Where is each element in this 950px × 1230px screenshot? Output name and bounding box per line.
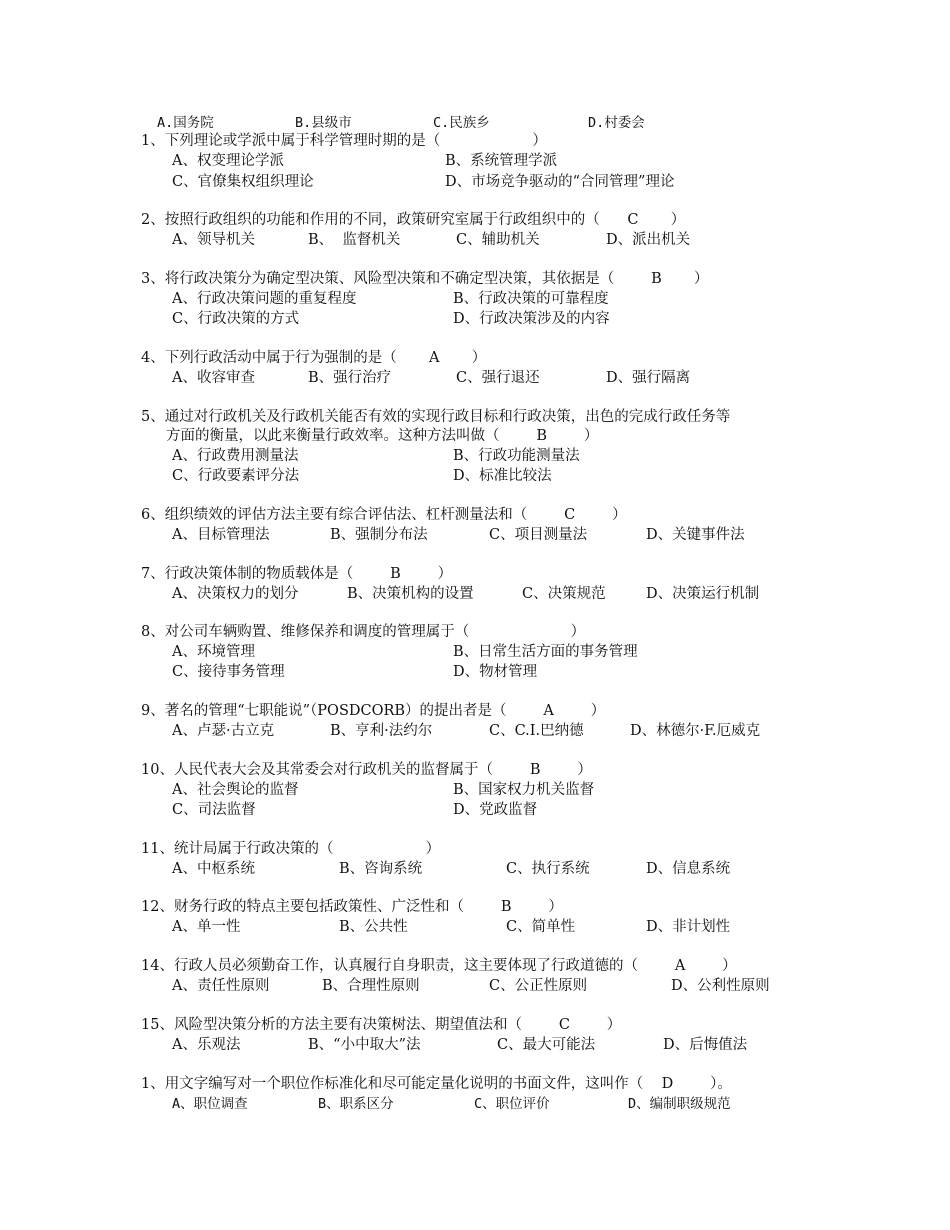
intro-option-d: D.村委会 bbox=[588, 115, 645, 131]
option-c: C、执行系统 bbox=[506, 861, 590, 877]
option-d: D、信息系统 bbox=[646, 861, 731, 877]
option-a: A、单一性 bbox=[172, 919, 241, 935]
option-a: A、收容审查 bbox=[172, 370, 255, 386]
option-a: A、决策权力的划分 bbox=[172, 586, 299, 602]
intro-option-c: C.民族乡 bbox=[433, 115, 490, 131]
option-d: D、编制职级规范 bbox=[628, 1096, 731, 1112]
option-c: C、行政要素评分法 bbox=[172, 468, 300, 484]
option-c: C、行政决策的方式 bbox=[172, 311, 300, 327]
option-a: A、目标管理法 bbox=[172, 527, 270, 543]
option-b: B、决策机构的设置 bbox=[347, 586, 474, 602]
option-c: C、项目测量法 bbox=[489, 527, 588, 543]
option-c: C、决策规范 bbox=[522, 586, 606, 602]
question-text: 5、通过对行政机关及行政机关能否有效的实现行政目标和行政决策，出色的完成行政任务等 bbox=[141, 409, 731, 425]
option-c: C、公正性原则 bbox=[489, 978, 588, 994]
option-d: D、物材管理 bbox=[453, 664, 538, 680]
option-d: D、强行隔离 bbox=[606, 370, 691, 386]
option-d: D、非计划性 bbox=[646, 919, 731, 935]
option-b: B、合理性原则 bbox=[322, 978, 420, 994]
option-c: C、司法监督 bbox=[172, 802, 256, 818]
option-b: B、行政功能测量法 bbox=[453, 448, 580, 464]
option-b: B、强制分布法 bbox=[330, 527, 428, 543]
option-a: A、社会舆论的监督 bbox=[172, 782, 299, 798]
intro-option-b: B.县级市 bbox=[295, 115, 352, 131]
option-a: A、领导机关 bbox=[172, 232, 255, 248]
option-c: C、强行退还 bbox=[456, 370, 540, 386]
option-c: C、C.I.巴纳德 bbox=[489, 723, 584, 739]
option-a: A、乐观法 bbox=[172, 1037, 241, 1053]
option-c: C、官僚集权组织理论 bbox=[172, 174, 314, 190]
option-d: D、后悔值法 bbox=[663, 1037, 748, 1053]
option-c: C、接待事务管理 bbox=[172, 664, 285, 680]
option-a: A、环境管理 bbox=[172, 644, 255, 660]
option-b: B、亨利·法约尔 bbox=[330, 723, 433, 739]
option-d: D、决策运行机制 bbox=[646, 586, 760, 602]
option-a: A、卢瑟·古立克 bbox=[172, 723, 275, 739]
question-text: 10、人民代表大会及其常委会对行政机关的监督属于（ B ） bbox=[141, 762, 592, 778]
option-a: A、行政费用测量法 bbox=[172, 448, 299, 464]
option-b: B、“小中取大”法 bbox=[308, 1037, 421, 1053]
question-text: 4、下列行政活动中属于行为强制的是（ A ） bbox=[141, 350, 487, 366]
question-text: 8、对公司车辆购置、维修保养和调度的管理属于（ ） bbox=[141, 624, 586, 640]
option-b: B、公共性 bbox=[339, 919, 408, 935]
intro-option-a: A.国务院 bbox=[157, 115, 214, 131]
option-b: B、行政决策的可靠程度 bbox=[453, 291, 609, 307]
question-text: 11、统计局属于行政决策的（ ） bbox=[141, 841, 441, 857]
question-text: 2、按照行政组织的功能和作用的不同，政策研究室属于行政组织中的（ C ） bbox=[141, 212, 686, 228]
option-b: B、强行治疗 bbox=[308, 370, 392, 386]
option-d: D、派出机关 bbox=[606, 232, 691, 248]
option-c: C、辅助机关 bbox=[456, 232, 540, 248]
question-text: 3、将行政决策分为确定型决策、风险型决策和不确定型决策，其依据是（ B ） bbox=[141, 271, 709, 287]
option-a: A、责任性原则 bbox=[172, 978, 270, 994]
question-text: 15、风险型决策分析的方法主要有决策树法、期望值法和（ C ） bbox=[141, 1017, 622, 1033]
option-d: D、公利性原则 bbox=[671, 978, 770, 994]
option-b: B、国家权力机关监督 bbox=[453, 782, 595, 798]
option-d: D、关键事件法 bbox=[646, 527, 745, 543]
option-d: D、标准比较法 bbox=[453, 468, 552, 484]
option-c: C、简单性 bbox=[506, 919, 576, 935]
option-a: A、中枢系统 bbox=[172, 861, 255, 877]
question-text: 9、著名的管理“七职能说”（POSDCORB）的提出者是（ A ） bbox=[141, 703, 606, 719]
option-d: D、行政决策涉及的内容 bbox=[453, 311, 610, 327]
question-text: 7、行政决策体制的物质载体是（ B ） bbox=[141, 566, 453, 582]
option-b: B、日常生活方面的事务管理 bbox=[453, 644, 638, 660]
option-b: B、职系区分 bbox=[318, 1096, 394, 1112]
option-b: B、咨询系统 bbox=[339, 861, 423, 877]
option-b: B、 监督机关 bbox=[308, 232, 401, 248]
option-b: B、系统管理学派 bbox=[445, 153, 558, 169]
option-d: D、党政监督 bbox=[453, 802, 538, 818]
question-text: 12、财务行政的特点主要包括政策性、广泛性和（ B ） bbox=[141, 899, 563, 915]
question-text: 1、用文字编写对一个职位作标准化和尽可能定量化说明的书面文件，这叫作（ D ）。 bbox=[141, 1076, 732, 1092]
option-a: A、职位调查 bbox=[172, 1096, 248, 1112]
option-d: D、市场竞争驱动的“合同管理”理论 bbox=[445, 174, 675, 190]
question-text: 1、下列理论或学派中属于科学管理时期的是（ ） bbox=[141, 133, 547, 149]
question-text: 6、组织绩效的评估方法主要有综合评估法、杠杆测量法和（ C ） bbox=[141, 507, 627, 523]
option-c: C、职位评价 bbox=[474, 1096, 550, 1112]
question-text: 14、行政人员必须勤奋工作，认真履行自身职责，这主要体现了行政道德的（ A ） bbox=[141, 958, 737, 974]
option-a: A、行政决策问题的重复程度 bbox=[172, 291, 357, 307]
option-c: C、最大可能法 bbox=[497, 1037, 596, 1053]
option-a: A、权变理论学派 bbox=[172, 153, 284, 169]
question-text-continued: 方面的衡量，以此来衡量行政效率。这种方法叫做（ B ） bbox=[166, 428, 599, 444]
option-d: D、林德尔·F.厄威克 bbox=[630, 723, 761, 739]
